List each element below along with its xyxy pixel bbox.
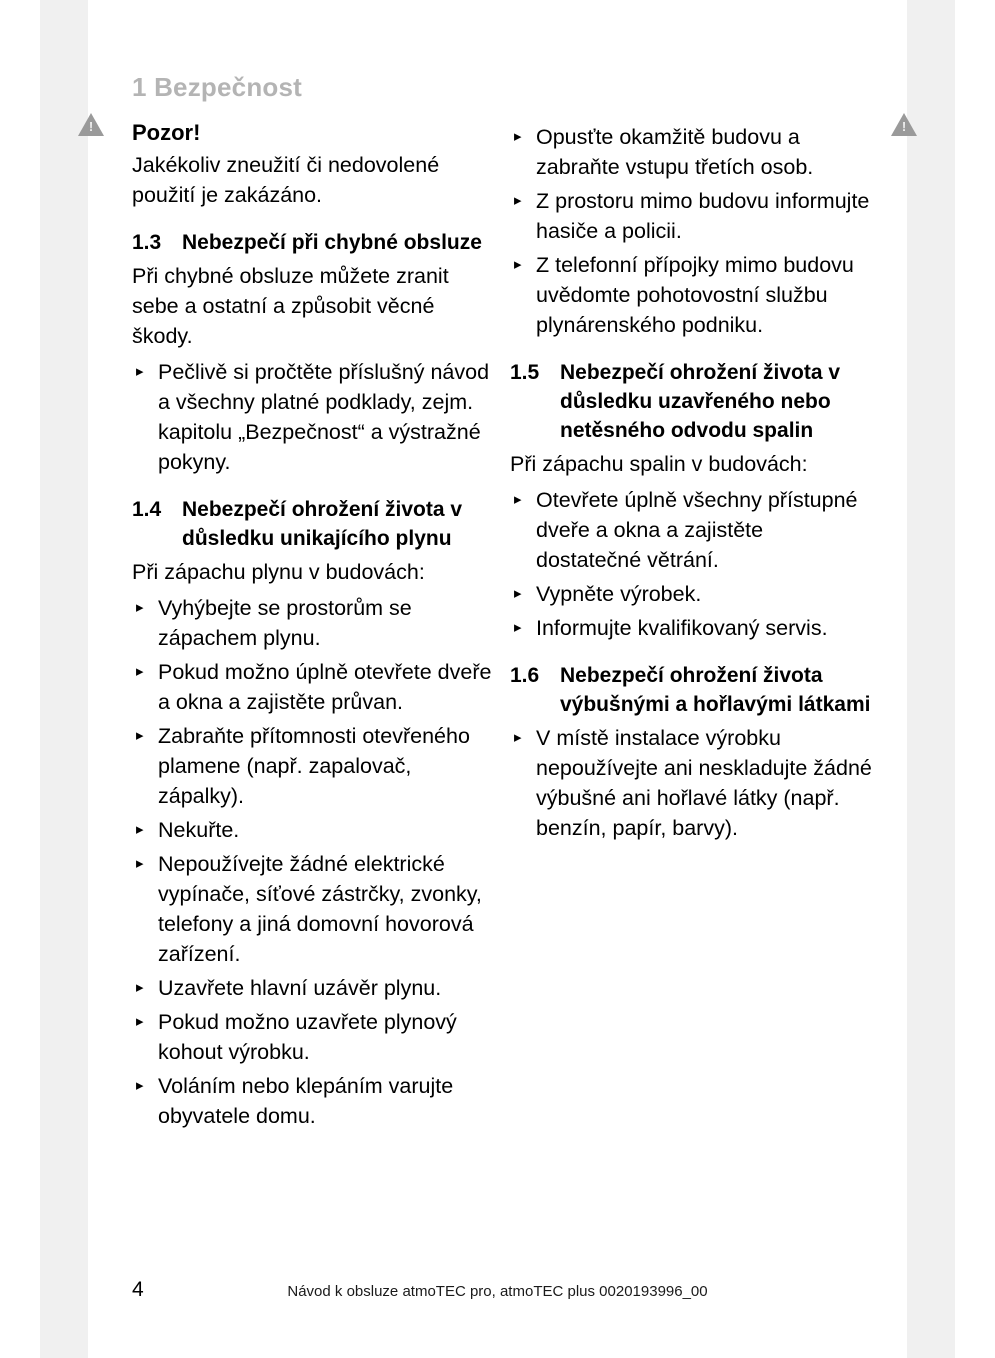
alert-body-text: Jakékoliv zneužití či nedovolené použití je zakázáno.: [132, 153, 440, 207]
section-title-1-3: Nebezpečí při chybné obsluze: [182, 231, 482, 254]
right-column: [510, 118, 872, 847]
section-number-1-5: 1.5: [510, 361, 540, 384]
continued-bullet-list: [510, 122, 872, 340]
section-title-1-6: Nebezpečí ohrožení života výbušnými a hořlavými látkami: [560, 664, 871, 716]
list-item: ▸ Uzavřete hlavní uzávěr plynu.: [132, 973, 494, 1003]
section-title-1-5: Nebezpečí ohrožení života v důsledku uzavřeného nebo netěsného odvodu spalin: [560, 361, 841, 442]
page-right-band: [907, 0, 955, 1358]
section-heading-1-3: [132, 228, 494, 257]
list-item: ▸ Vyhýbejte se prostorům se zápachem plynu.: [132, 593, 494, 653]
list-item: ▸ V místě instalace výrobku nepoužívejte ani neskladujte žádné výbušné ani hořlavé látky (např. benzín, papír, barvy).: [510, 723, 872, 843]
section-title-1-4: Nebezpečí ohrožení života v důsledku unikajícího plynu: [182, 498, 463, 550]
list-item: ▸ Vypněte výrobek.: [510, 579, 872, 609]
section-heading-1-5: [510, 358, 872, 445]
page-number: 4: [132, 1278, 144, 1301]
warning-triangle-icon-left: !: [78, 113, 104, 136]
warning-triangle-icon-right: !: [891, 113, 917, 136]
footer-text: Návod k obsluze atmoTEC pro, atmoTEC plus 0020193996_00: [287, 1283, 708, 1300]
section-1-3-bullet-list: [132, 357, 494, 477]
list-item: ▸ Nekuřte.: [132, 815, 494, 845]
list-item: ▸ Opusťte okamžitě budovu a zabraňte vstupu třetích osob.: [510, 122, 872, 182]
list-item: ▸ Nepoužívejte žádné elektrické vypínače, síťové zástrčky, zvonky, telefony a jiná domovní hovorová zařízení.: [132, 849, 494, 969]
two-column-body: [132, 118, 872, 1135]
list-item: ▸ Informujte kvalifikovaný servis.: [510, 613, 872, 643]
section-1-4-bullet-list: [132, 593, 494, 1131]
section-1-5-bullet-list: [510, 485, 872, 643]
alert-heading: Pozor!: [132, 120, 201, 145]
section-1-3-body: Při chybné obsluze můžete zranit sebe a ostatní a způsobit věcné škody.: [132, 264, 449, 348]
section-1-6-bullet-list: [510, 723, 872, 843]
section-1-4-body: Při zápachu plynu v budovách:: [132, 560, 425, 584]
section-heading-1-4: [132, 495, 494, 553]
section-number-1-3: 1.3: [132, 231, 162, 254]
page-left-band: [40, 0, 88, 1358]
list-item: ▸ Otevřete úplně všechny přístupné dveře a okna a zajistěte dostatečné větrání.: [510, 485, 872, 575]
section-number-1-4: 1.4: [132, 498, 162, 521]
section-heading-1-6: [510, 661, 872, 719]
section-number-1-6: 1.6: [510, 664, 540, 687]
list-item: ▸ Pokud možno uzavřete plynový kohout výrobku.: [132, 1007, 494, 1067]
list-item: ▸ Voláním nebo klepáním varujte obyvatele domu.: [132, 1071, 494, 1131]
section-1-5-body: Při zápachu spalin v budovách:: [510, 452, 808, 476]
chapter-title: 1 Bezpečnost: [132, 72, 303, 102]
list-item: ▸ Z prostoru mimo budovu informujte hasiče a policii.: [510, 186, 872, 246]
list-item: ▸ Pokud možno úplně otevřete dveře a okna a zajistěte průvan.: [132, 657, 494, 717]
left-column: [132, 118, 494, 1135]
list-item: ▸ Zabraňte přítomnosti otevřeného plamene (např. zapalovač, zápalky).: [132, 721, 494, 811]
list-item: ▸ Pečlivě si pročtěte příslušný návod a všechny platné podklady, zejm. kapitolu „Bezpečnost“ a výstražné pokyny.: [132, 357, 494, 477]
list-item: ▸ Z telefonní přípojky mimo budovu uvědomte pohotovostní službu plynárenského podniku.: [510, 250, 872, 340]
